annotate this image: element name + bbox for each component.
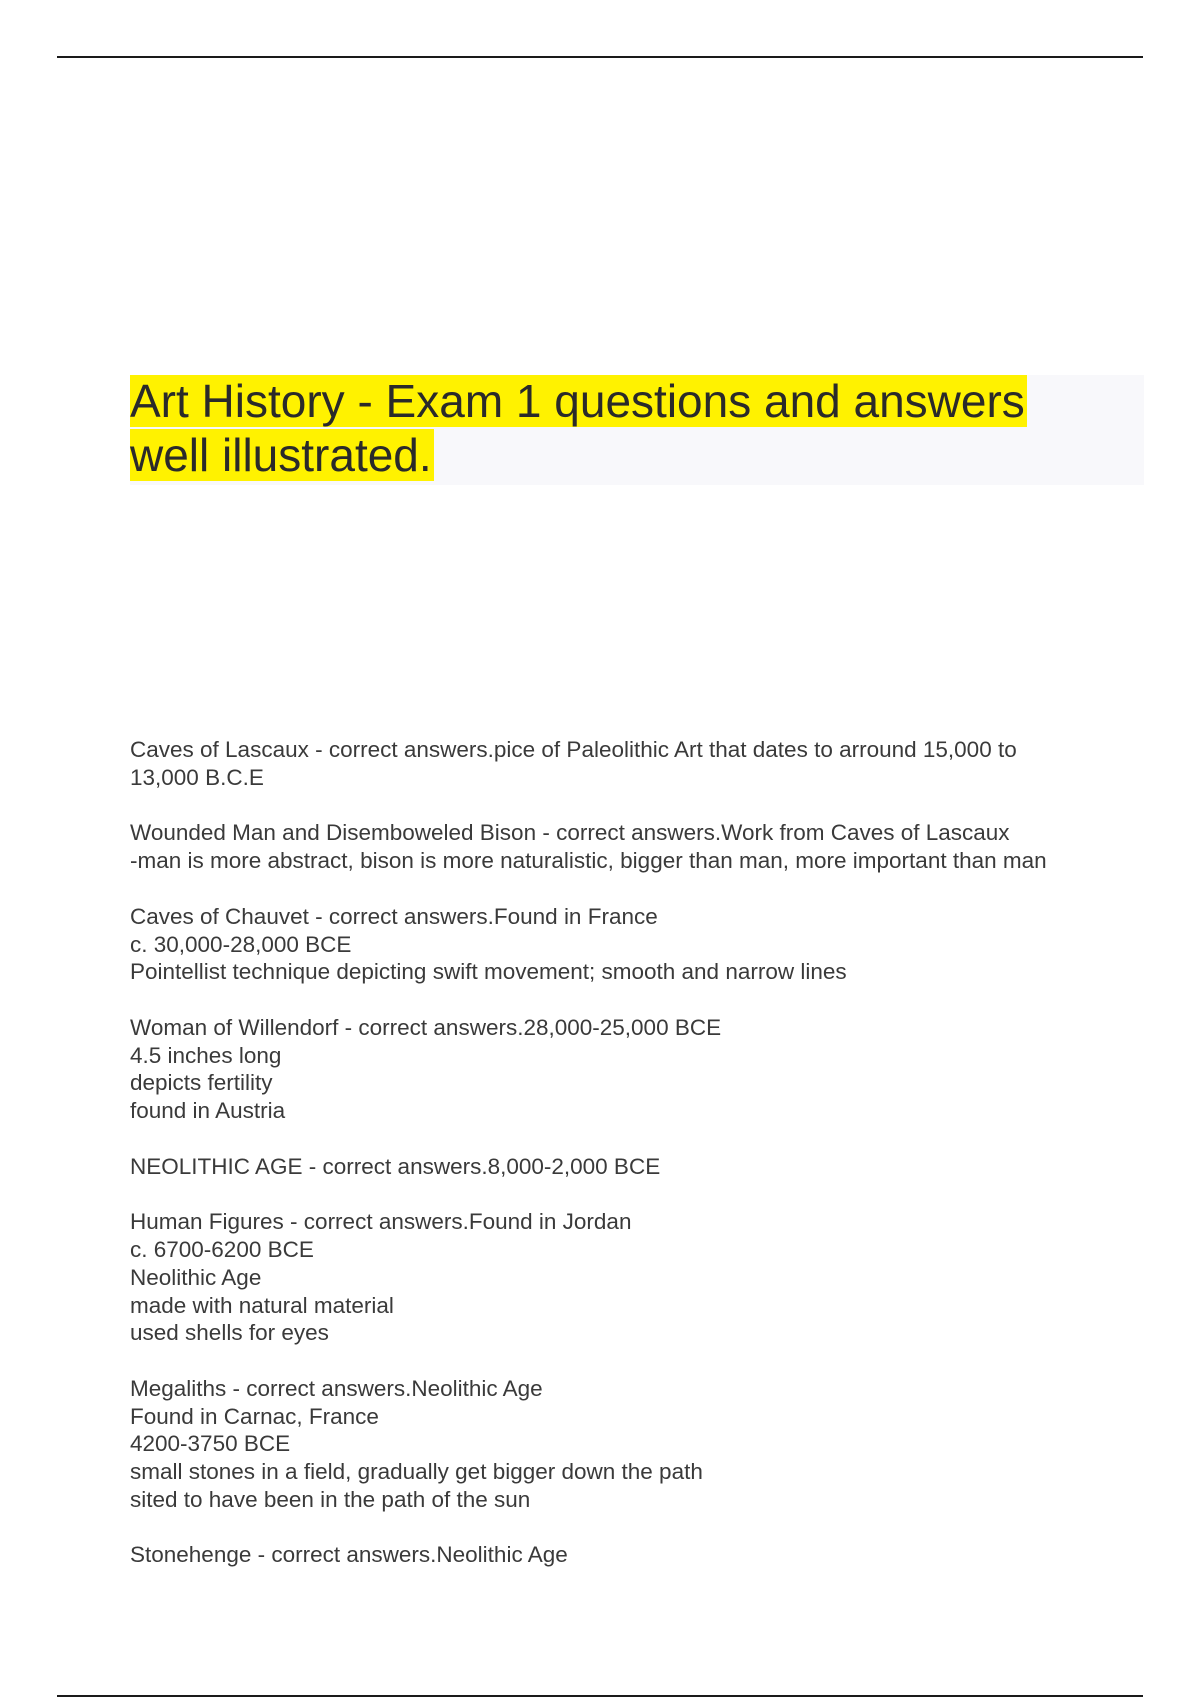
entry-line: 13,000 B.C.E [130,764,264,790]
title-line-2: well illustrated. [130,429,432,481]
qa-entries [130,736,1130,1597]
entry-line: NEOLITHIC AGE - correct answers.8,000-2,000 BCE [130,1153,661,1179]
qa-entry-stonehenge [130,1541,1130,1569]
entry-line: Caves of Chauvet - correct answers.Found in France [130,903,658,929]
entry-line: found in Austria [130,1098,286,1124]
entry-line: Caves of Lascaux - correct answers.pice of Paleolithic Art that dates to arround 15,000 to [130,737,1017,762]
entry-line: 4.5 inches long [130,1042,282,1068]
entry-line: c. 30,000-28,000 BCE [130,931,352,957]
entry-line: c. 6700-6200 BCE [130,1237,314,1263]
document-title [130,374,1130,482]
entry-line: Stonehenge - correct answers.Neolithic Age [130,1542,568,1568]
entry-line: made with natural material [130,1292,394,1318]
qa-entry-caves-of-lascaux [130,736,1130,791]
entry-line: used shells for eyes [130,1320,329,1346]
entry-line: small stones in a field, gradually get bigger down the path [130,1459,703,1485]
qa-entry-wounded-man [130,819,1130,874]
entry-line: Found in Carnac, France [130,1403,379,1429]
title-line-1: Art History - Exam 1 questions and answers [130,375,1025,427]
top-rule [57,56,1143,58]
entry-line: Megaliths - correct answers.Neolithic Age [130,1375,543,1401]
qa-entry-woman-of-willendorf [130,1014,1130,1125]
qa-entry-human-figures [130,1208,1130,1347]
entry-line: sited to have been in the path of the sun [130,1486,531,1512]
entry-line: Human Figures - correct answers.Found in Jordan [130,1209,632,1235]
entry-line: Woman of Willendorf - correct answers.28,000-25,000 BCE [130,1014,722,1040]
entry-line: Pointellist technique depicting swift movement; smooth and narrow lines [130,959,847,985]
entry-line: Wounded Man and Disemboweled Bison - correct answers.Work from Caves of Lascaux [130,820,1010,846]
entry-line: -man is more abstract, bison is more naturalistic, bigger than man, more important than man [130,848,1047,874]
entry-line: Neolithic Age [130,1264,262,1290]
entry-line: depicts fertility [130,1070,273,1096]
qa-entry-neolithic-age [130,1153,1130,1181]
qa-entry-megaliths [130,1375,1130,1514]
entry-line: 4200-3750 BCE [130,1431,291,1457]
bottom-rule [57,1695,1143,1697]
qa-entry-caves-of-chauvet [130,903,1130,986]
